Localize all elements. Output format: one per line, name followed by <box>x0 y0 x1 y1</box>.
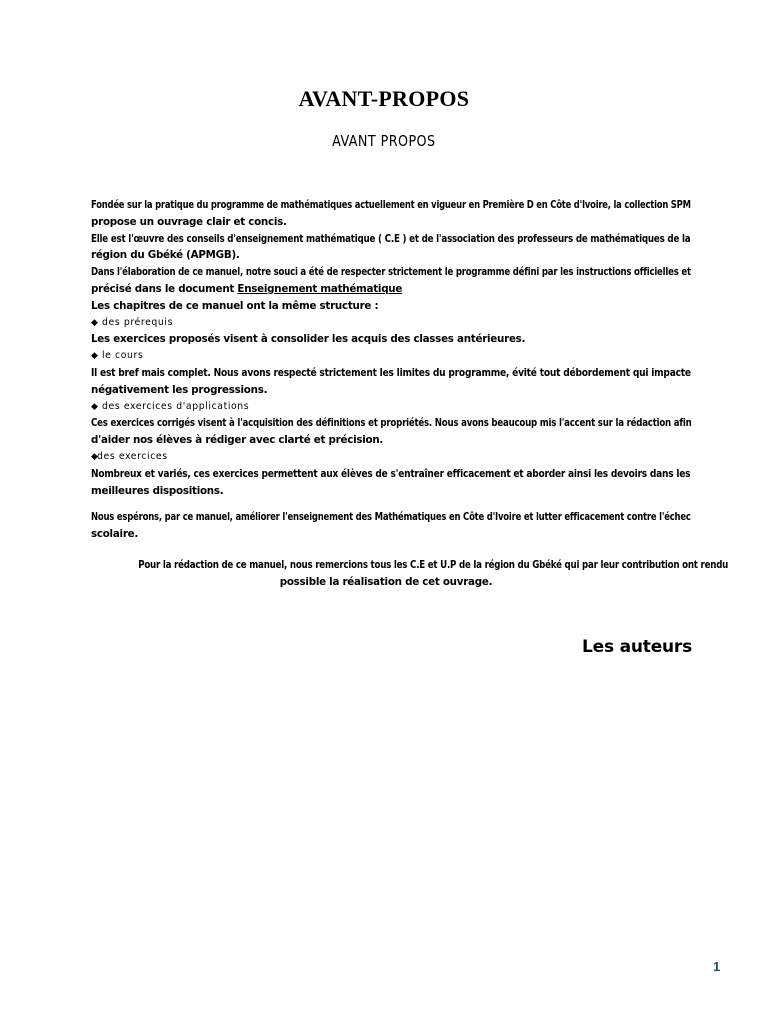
page-subtitle-text: AVANT PROPOS <box>332 132 436 150</box>
diamond-bullet-icon: ◆ <box>91 401 99 412</box>
program-line-2 <box>91 281 402 298</box>
section-line: Ces exercices corrigés visent à l'acquisition des définitions et propriétés. Nous avons beaucoup mis l'accent sur la rédaction afin <box>91 417 692 430</box>
section-line: Il est bref mais complet. Nous avons respecté strictement les limites du programme, évité tout débordement qui impacte <box>91 366 691 379</box>
section-heading-course <box>91 348 143 365</box>
diamond-bullet-icon: ◆ <box>91 351 99 362</box>
thanks-line-2: possible la réalisation de cet ouvrage. <box>279 576 493 588</box>
page-number: 1 <box>713 959 721 974</box>
program-line-2-text: précisé dans le document <box>91 282 238 295</box>
intro-line-2: propose un ouvrage clair et concis. <box>91 215 287 228</box>
hope-line-2: scolaire. <box>91 528 139 541</box>
structure-line: Les chapitres de ce manuel ont la même structure : <box>91 299 379 312</box>
section-line: meilleures dispositions. <box>91 484 224 497</box>
section-heading-exercises <box>91 449 168 466</box>
page-subtitle <box>0 132 768 150</box>
thanks-line-1: Pour la rédaction de ce manuel, nous remercions tous les C.E et U.P de la région du Gbéké qui par leur contribution ont rendu <box>138 559 729 571</box>
work-line-1: Elle est l'œuvre des conseils d'enseignement mathématique ( C.E ) et de l'association des professeurs de mathématiques de la <box>91 232 691 245</box>
diamond-bullet-icon: ◆ <box>91 317 99 328</box>
diamond-bullet-icon: ◆ <box>91 451 99 462</box>
hope-line-1: Nous espérons, par ce manuel, améliorer l'enseignement des Mathématiques en Côte d'Ivoire et lutter efficacement contre l'échec <box>91 511 691 524</box>
section-heading-prerequisites <box>91 315 173 332</box>
program-line-1: Dans l'élaboration de ce manuel, notre souci a été de respecter strictement le programme défini par les instructions officielles et <box>91 266 691 279</box>
section-heading-text: le cours <box>102 350 144 362</box>
intro-line-1: Fondée sur la pratique du programme de mathématiques actuellement en vigueur en Première D en Côte d'Ivoire, la collection SPM <box>91 199 691 211</box>
work-line-2: région du Gbéké (APMGB). <box>91 249 240 262</box>
section-heading-applications <box>91 399 249 416</box>
section-line: d'aider nos élèves à rédiger avec clarté et précision. <box>91 434 384 447</box>
section-line: Nombreux et variés, ces exercices permettent aux élèves de s'entraîner efficacement et aborder ainsi les devoirs dans les <box>91 467 691 480</box>
foreword-body <box>91 197 691 543</box>
section-line: Les exercices proposés visent à consolider les acquis des classes antérieures. <box>91 333 526 346</box>
section-heading-text: des exercices d'applications <box>102 400 250 412</box>
section-heading-text: des prérequis <box>102 316 174 328</box>
paragraph-gap <box>91 499 691 509</box>
signature: Les auteurs <box>582 637 693 657</box>
document-reference: Enseignement mathématique <box>237 282 403 295</box>
section-heading-text: des exercices <box>97 450 168 462</box>
section-line: négativement les progressions. <box>91 383 268 396</box>
acknowledgements <box>91 557 729 591</box>
page-title: AVANT-PROPOS <box>298 86 470 111</box>
